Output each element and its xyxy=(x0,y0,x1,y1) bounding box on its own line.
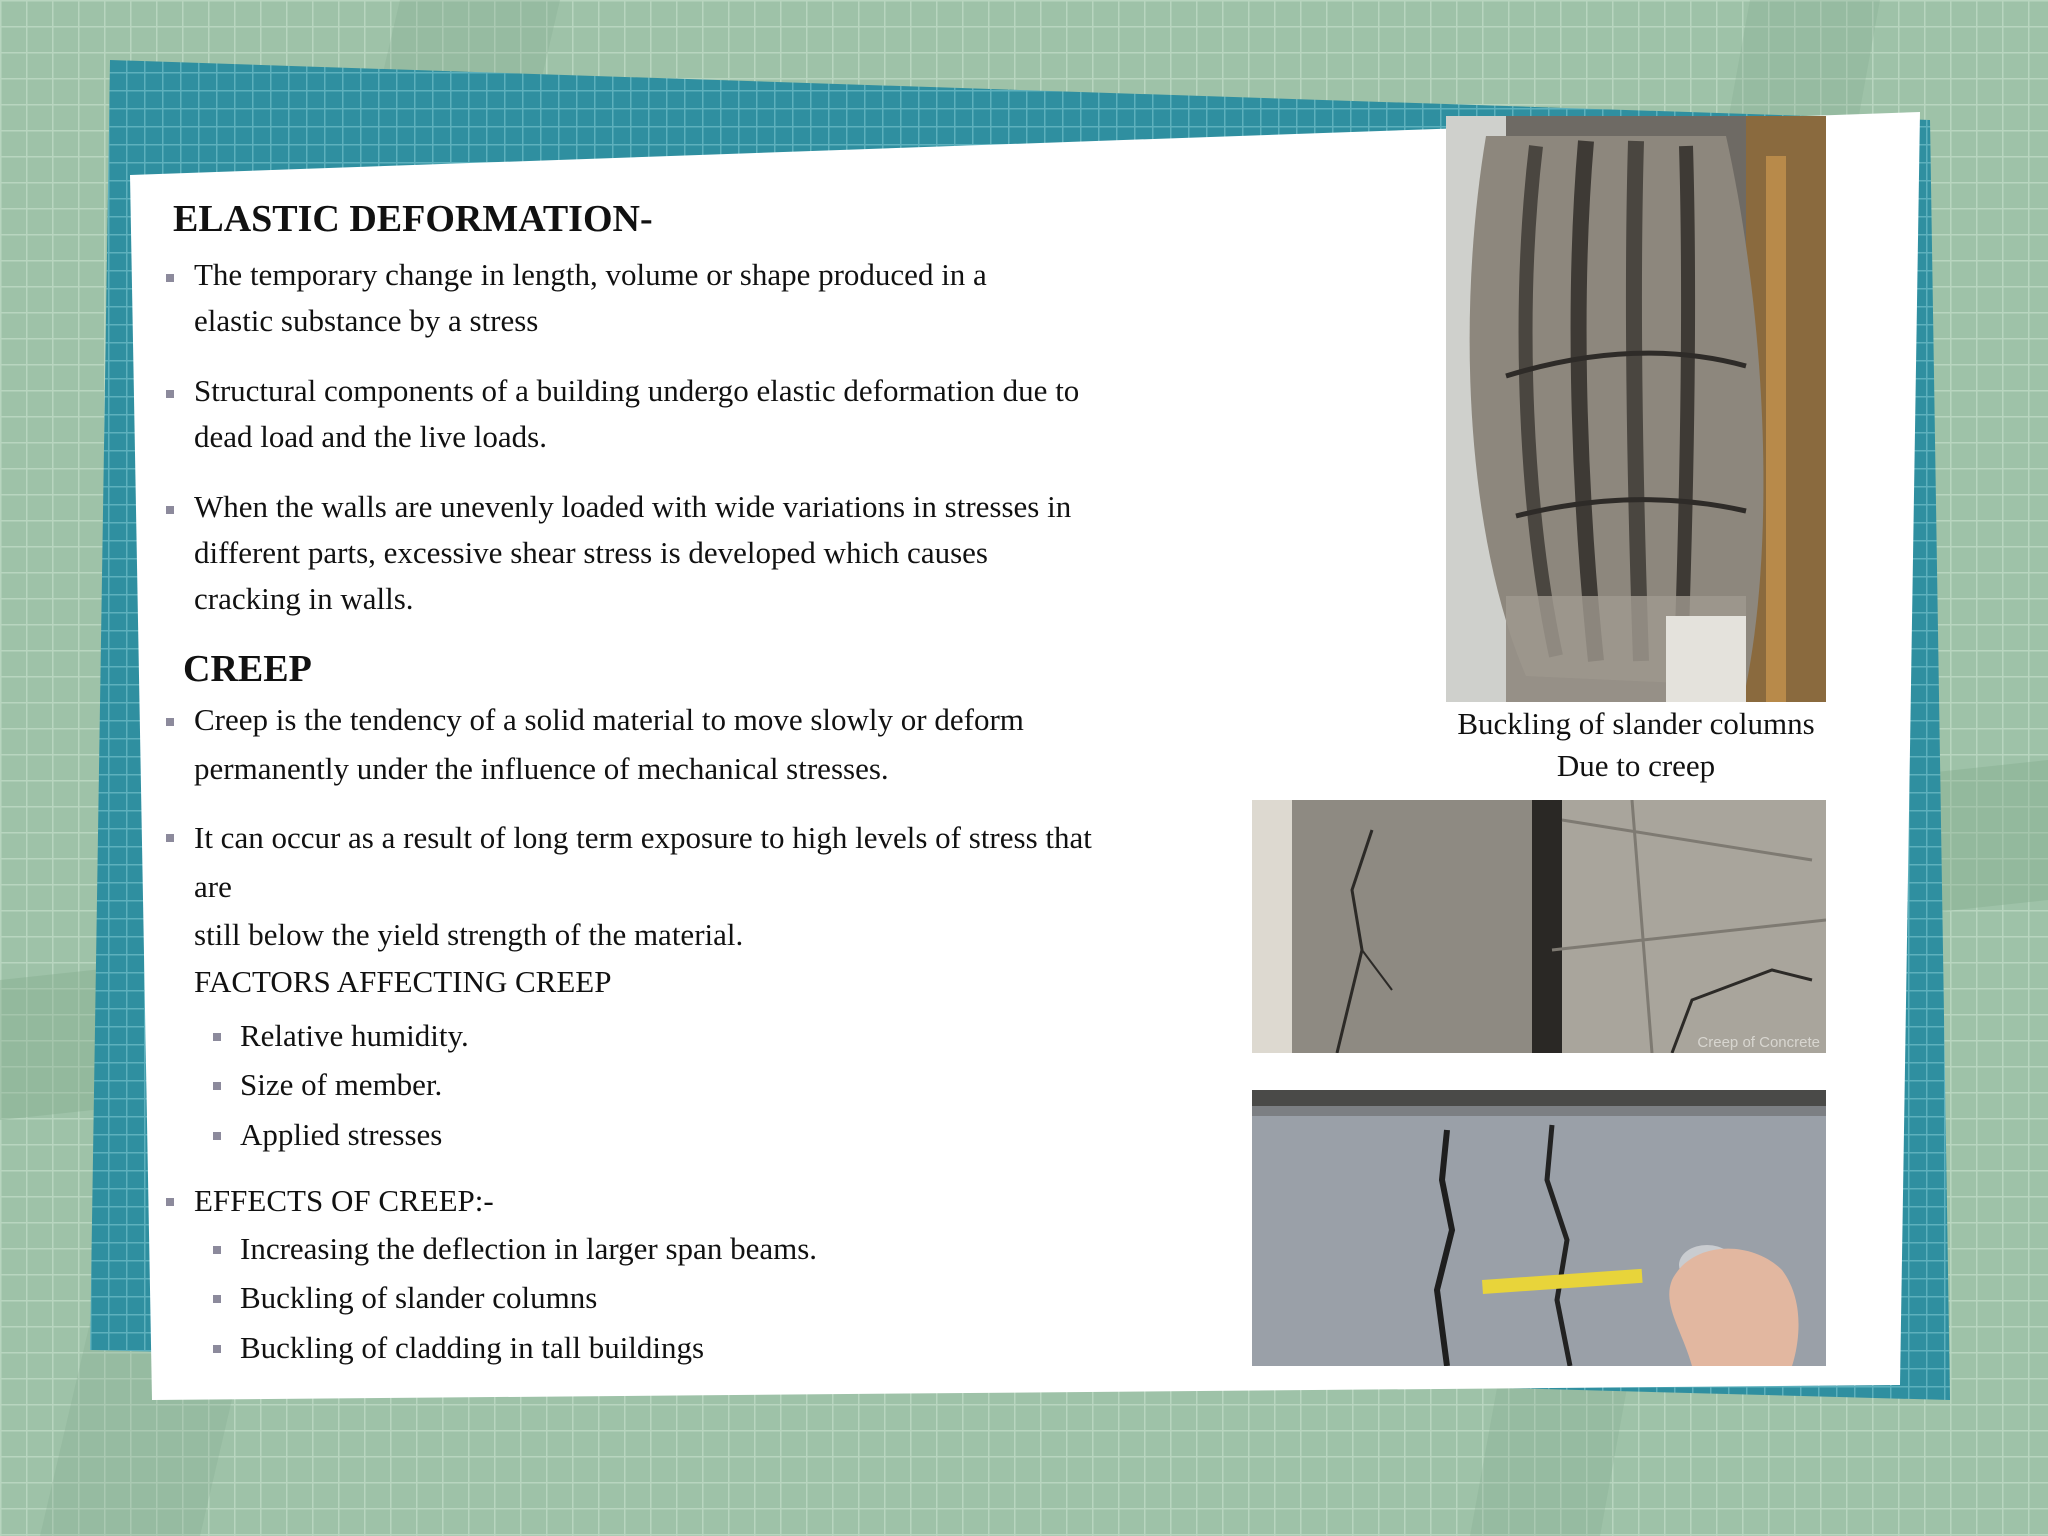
creep-bullet-1-line-2: permanently under the influence of mechanical stresses. xyxy=(194,751,889,786)
bullet-marker xyxy=(166,718,174,726)
elastic-bullet-3-line-1: When the walls are unevenly loaded with wide variations in stresses in xyxy=(194,489,1072,524)
bullet-marker xyxy=(213,1132,221,1140)
factor-item: Size of member. xyxy=(240,1067,443,1102)
cracked-slab-photo xyxy=(1252,800,1826,1053)
factors-title: FACTORS AFFECTING CREEP xyxy=(194,964,612,999)
bullet-marker xyxy=(166,506,174,514)
elastic-bullet-1-line-2: elastic substance by a stress xyxy=(194,303,539,338)
creep-bullet-1-line-1: Creep is the tendency of a solid material to move slowly or deform xyxy=(194,702,1024,737)
effect-item: Buckling of slander columns xyxy=(240,1280,598,1315)
bullet-marker xyxy=(213,1246,221,1254)
figure-caption-line-2: Due to creep xyxy=(1556,748,1716,783)
creep-bullet-2-line-3: still below the yield strength of the material. xyxy=(194,917,744,952)
creep-bullet-2-line-1: It can occur as a result of long term exposure to high levels of stress that xyxy=(194,820,1092,855)
elastic-bullet-3-line-3: cracking in walls. xyxy=(194,581,414,616)
effect-item: Increasing the deflection in larger span beams. xyxy=(240,1231,818,1266)
bullet-marker xyxy=(213,1345,221,1353)
elastic-bullet-1-line-1: The temporary change in length, volume or shape produced in a xyxy=(194,257,987,292)
factor-item: Applied stresses xyxy=(240,1117,443,1152)
photo-watermark: Creep of Concrete xyxy=(1697,1034,1820,1051)
bullet-marker xyxy=(213,1295,221,1303)
effect-item: Buckling of cladding in tall buildings xyxy=(240,1330,705,1365)
elastic-bullet-2-line-2: dead load and the live loads. xyxy=(194,419,547,454)
crack-measurement-photo xyxy=(1252,1090,1826,1366)
effects-title: EFFECTS OF CREEP:- xyxy=(194,1183,494,1218)
bullet-marker xyxy=(166,1198,174,1206)
elastic-bullet-2-line-1: Structural components of a building undergo elastic deformation due to xyxy=(194,373,1080,408)
elastic-heading: ELASTIC DEFORMATION- xyxy=(173,198,653,240)
bullet-marker xyxy=(166,390,174,398)
bullet-marker xyxy=(213,1033,221,1041)
bullet-marker xyxy=(166,834,174,842)
creep-heading: CREEP xyxy=(183,648,312,690)
bullet-marker xyxy=(213,1082,221,1090)
creep-bullet-2-line-2: are xyxy=(194,869,232,904)
factor-item: Relative humidity. xyxy=(240,1018,469,1053)
figure-caption-line-1: Buckling of slander columns xyxy=(1457,706,1815,741)
elastic-bullet-3-line-2: different parts, excessive shear stress is developed which causes xyxy=(194,535,988,570)
bullet-marker xyxy=(166,274,174,282)
buckled-column-photo xyxy=(1446,116,1826,702)
